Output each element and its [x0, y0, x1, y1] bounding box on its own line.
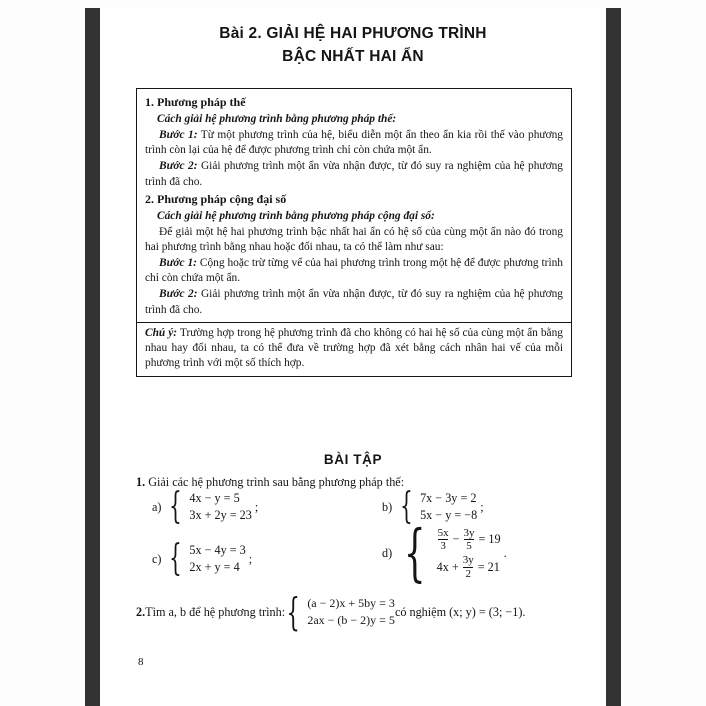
method2-intro: Để giải một hệ hai phương trình bậc nhất hai ẩn có hệ số của cùng một ẩn nào đó trong hai phương trình bằng nhau hoặc đối nhau, ta có thể làm như sau:: [145, 225, 563, 253]
equation-lhs: 4x +: [436, 559, 459, 574]
method2-step2: [145, 287, 563, 317]
left-brace: {: [169, 486, 183, 527]
method2-heading: 2. Phương pháp cộng đại số: [145, 191, 287, 206]
system-a-punct: ;: [254, 499, 259, 514]
lesson-title: [100, 22, 606, 69]
equation: 2x + y = 4: [189, 560, 240, 575]
system-d: [382, 516, 507, 589]
note-section: [137, 322, 571, 376]
fraction-numerator: 3y: [463, 526, 475, 539]
exercise2-equations: [307, 596, 395, 629]
method1-step1-label: Bước 1:: [159, 129, 198, 142]
exercise2-prompt-text: Tìm a, b để hệ phương trình:: [145, 604, 286, 619]
system-d-label: d): [382, 545, 393, 560]
note-text: Trường hợp trong hệ phương trình đã cho không có hai hệ số của cùng một ẩn bằng nhau hay đối nhau, ta có thể đưa về trường hợp đã xét bằng cách nhân hai vế của mỗi phương trình với một số thích hợp.: [145, 326, 563, 370]
equation-rhs: = 19: [478, 532, 501, 547]
system-c: [152, 538, 253, 579]
exercise1-number: 1.: [136, 475, 146, 489]
exercise2-suffix: có nghiệm (x; y) = (3; −1).: [394, 604, 526, 619]
method2-step1-label: Bước 1:: [159, 257, 197, 270]
method2-step1: [145, 256, 563, 286]
exercise1-prompt-text: Giải các hệ phương trình sau bằng phương pháp thế:: [145, 475, 405, 489]
fraction: [463, 527, 474, 553]
equation: 4x − y = 5: [189, 491, 240, 506]
equation: 7x − 3y = 2: [420, 491, 477, 506]
left-brace: {: [286, 590, 300, 634]
fraction-denominator: 2: [465, 567, 471, 580]
left-brace: {: [404, 516, 426, 589]
equation: 3x + 2y = 23: [189, 508, 252, 523]
system-b-label: b): [382, 499, 393, 514]
system-d-equations: [437, 527, 501, 581]
lesson-title-line1: Bài 2. GIẢI HỆ HAI PHƯƠNG TRÌNH: [219, 25, 487, 42]
equation: [437, 554, 501, 580]
equation: [437, 527, 501, 553]
left-brace: {: [169, 538, 183, 579]
method2-step2-label: Bước 2:: [159, 288, 198, 301]
method1-step2: [145, 159, 563, 189]
system-c-equations: [189, 543, 245, 576]
fraction-denominator: 5: [466, 540, 472, 553]
right-page-edge-bar: [606, 8, 621, 706]
equation: 5x − 4y = 3: [189, 543, 246, 558]
method1-heading: 1. Phương pháp thế: [145, 95, 246, 109]
theory-box-content: [137, 89, 571, 322]
method2-subheading: Cách giải hệ phương trình bằng phương pháp cộng đại số:: [157, 209, 435, 222]
fraction-numerator: 3y: [462, 553, 474, 566]
fraction: [463, 554, 474, 580]
method1-subheading: Cách giải hệ phương trình bằng phương pháp thế:: [157, 112, 397, 125]
system-d-punct: .: [503, 545, 507, 560]
lesson-title-line2: BẬC NHẤT HAI ẨN: [282, 48, 424, 66]
theory-box: [136, 88, 572, 377]
system-c-punct: ;: [248, 551, 253, 566]
system-c-label: c): [152, 551, 162, 566]
equation: (a − 2)x + 5by = 3: [307, 596, 395, 611]
method2-step2-text: Giải phương trình một ẩn vừa nhận được, từ đó suy ra nghiệm của hệ phương trình đã cho.: [145, 288, 563, 316]
system-a: [152, 486, 259, 527]
method1-step1: [145, 128, 563, 158]
system-b: [382, 486, 484, 527]
page-number: 8: [138, 656, 144, 668]
fraction: [438, 527, 449, 553]
method1-step2-label: Bước 2:: [159, 160, 198, 173]
system-b-punct: ;: [480, 499, 484, 514]
method1-step1-text: Từ một phương trình của hệ, biểu diễn một ẩn theo ẩn kia rồi thế vào phương trình còn lại của hệ để được phương trình chỉ còn chứa một ẩn.: [145, 129, 563, 157]
operator: −: [452, 532, 460, 547]
equation: 2ax − (b − 2)y = 5: [307, 613, 395, 628]
exercise2: [136, 590, 526, 634]
system-a-equations: [189, 491, 252, 524]
system-a-label: a): [152, 499, 162, 514]
left-brace: {: [400, 486, 413, 527]
method1-step2-text: Giải phương trình một ẩn vừa nhận được, từ đó suy ra nghiệm của hệ phương trình đã cho.: [145, 160, 563, 188]
fraction-numerator: 5x: [437, 526, 449, 539]
textbook-page: [100, 8, 606, 706]
equation: 5x − y = −8: [420, 508, 478, 523]
system-b-equations: [420, 491, 477, 524]
note-label: Chú ý:: [145, 326, 178, 339]
exercise2-number: 2.: [136, 604, 146, 619]
exercises-section-title: BÀI TẬP: [323, 452, 383, 467]
method2-step1-text: Cộng hoặc trừ từng vế của hai phương trình trong một hệ để được phương trình chỉ còn chứa một ẩn.: [145, 257, 563, 285]
fraction-denominator: 3: [440, 540, 446, 553]
equation-rhs: = 21: [477, 559, 500, 574]
left-page-edge-bar: [85, 8, 100, 706]
